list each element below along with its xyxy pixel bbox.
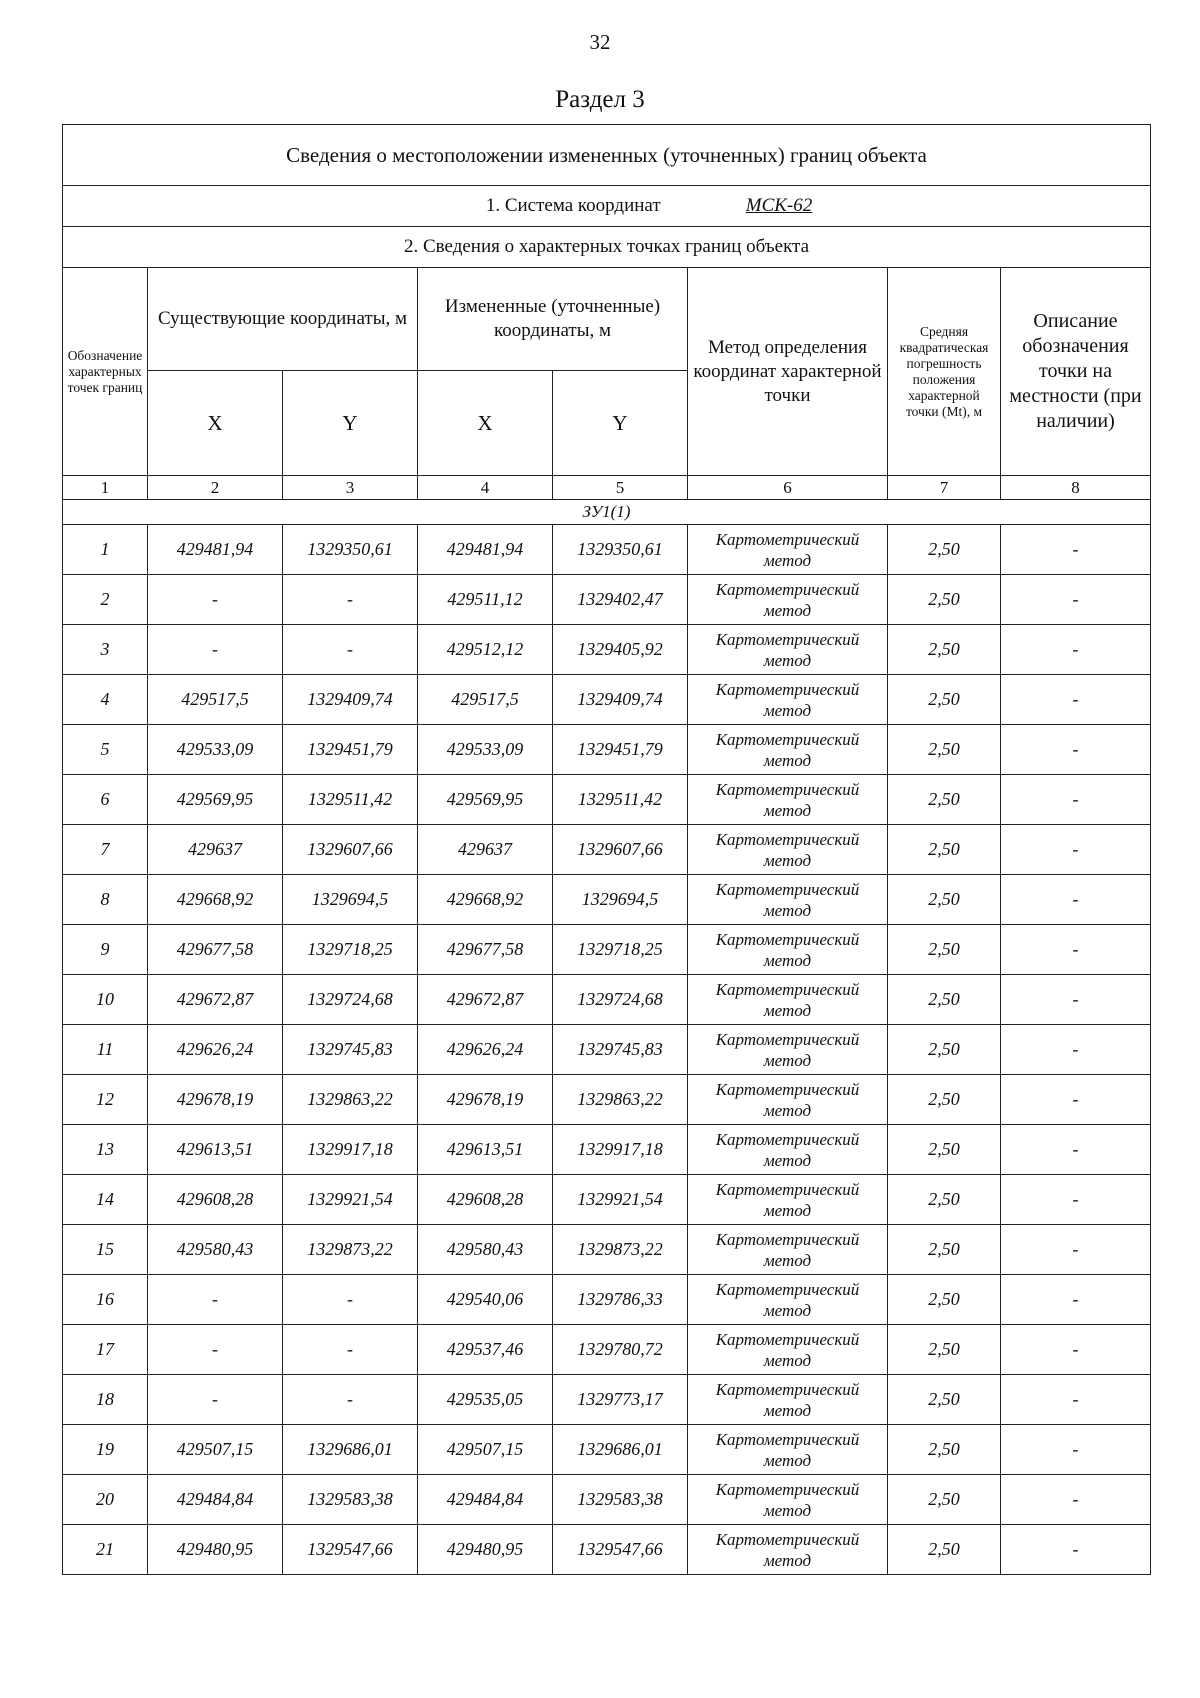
cell-existing-x: - [148,575,283,625]
points-info-label: 2. Сведения о характерных точках границ объекта [63,227,1151,268]
cell-rms-error: 2,50 [888,1075,1001,1125]
cell-changed-x: 429637 [418,825,553,875]
table-row [63,1025,1151,1075]
table-row [63,1325,1151,1375]
cell-changed-x: 429484,84 [418,1475,553,1525]
header-point-designation: Обозначение характерных точек границ [63,268,148,476]
coordinate-system-label: 1. Система координат [485,195,661,216]
cell-point-number: 5 [63,725,148,775]
cell-rms-error: 2,50 [888,925,1001,975]
cell-existing-x: 429626,24 [148,1025,283,1075]
cell-rms-error: 2,50 [888,675,1001,725]
cell-changed-y: 1329583,38 [553,1475,688,1525]
cell-changed-y: 1329745,83 [553,1025,688,1075]
cell-description: - [1001,825,1151,875]
header-description: Описание обозначения точки на местности (при наличии) [1001,268,1151,476]
cell-existing-y: - [283,1275,418,1325]
cell-existing-x: 429580,43 [148,1225,283,1275]
cell-method: Картометрический метод [688,525,888,575]
cell-existing-y: 1329409,74 [283,675,418,725]
cell-existing-y: - [283,1375,418,1425]
cell-method: Картометрический метод [688,625,888,675]
cell-existing-x: 429517,5 [148,675,283,725]
cell-method: Картометрический метод [688,925,888,975]
cell-existing-x: 429533,09 [148,725,283,775]
cell-changed-y: 1329511,42 [553,775,688,825]
cell-changed-x: 429672,87 [418,975,553,1025]
cell-existing-y: 1329350,61 [283,525,418,575]
cell-rms-error: 2,50 [888,1425,1001,1475]
cell-changed-y: 1329786,33 [553,1275,688,1325]
cell-point-number: 3 [63,625,148,675]
cell-changed-x: 429580,43 [418,1225,553,1275]
cell-method: Картометрический метод [688,1075,888,1125]
table-row [63,1475,1151,1525]
cell-changed-x: 429517,5 [418,675,553,725]
cell-changed-x: 429613,51 [418,1125,553,1175]
cell-existing-x: 429637 [148,825,283,875]
table-row [63,675,1151,725]
cell-rms-error: 2,50 [888,575,1001,625]
cell-description: - [1001,1425,1151,1475]
cell-changed-x: 429481,94 [418,525,553,575]
cell-existing-x: 429678,19 [148,1075,283,1125]
cell-changed-y: 1329694,5 [553,875,688,925]
cell-point-number: 7 [63,825,148,875]
cell-method: Картометрический метод [688,675,888,725]
column-number: 7 [888,476,1001,500]
cell-existing-x: 429484,84 [148,1475,283,1525]
cell-existing-x: 429677,58 [148,925,283,975]
cell-changed-y: 1329350,61 [553,525,688,575]
cell-changed-x: 429512,12 [418,625,553,675]
cell-method: Картометрический метод [688,1525,888,1575]
table-title: Сведения о местоположении измененных (уточненных) границ объекта [63,125,1151,186]
cell-changed-x: 429677,58 [418,925,553,975]
cell-changed-x: 429569,95 [418,775,553,825]
cell-point-number: 16 [63,1275,148,1325]
table-row [63,725,1151,775]
cell-point-number: 6 [63,775,148,825]
table-row [63,1525,1151,1575]
table-row [63,1375,1151,1425]
cell-changed-y: 1329780,72 [553,1325,688,1375]
cell-existing-y: 1329607,66 [283,825,418,875]
cell-method: Картометрический метод [688,1175,888,1225]
cell-point-number: 17 [63,1325,148,1375]
cell-description: - [1001,1175,1151,1225]
table-row [63,1275,1151,1325]
cell-existing-y: 1329547,66 [283,1525,418,1575]
table-row [63,975,1151,1025]
cell-changed-x: 429480,95 [418,1525,553,1575]
cell-existing-y: 1329451,79 [283,725,418,775]
cell-existing-x: 429613,51 [148,1125,283,1175]
cell-changed-y: 1329607,66 [553,825,688,875]
cell-rms-error: 2,50 [888,1325,1001,1375]
cell-method: Картометрический метод [688,575,888,625]
table-row [63,775,1151,825]
table-row [63,1125,1151,1175]
cell-point-number: 1 [63,525,148,575]
table-row [63,1075,1151,1125]
header-changed-x: X [418,371,553,476]
cell-point-number: 8 [63,875,148,925]
cell-rms-error: 2,50 [888,1375,1001,1425]
cell-existing-x: - [148,625,283,675]
table-row [63,575,1151,625]
cell-changed-y: 1329409,74 [553,675,688,725]
cell-point-number: 10 [63,975,148,1025]
cell-method: Картометрический метод [688,1375,888,1425]
cell-rms-error: 2,50 [888,875,1001,925]
cell-description: - [1001,1125,1151,1175]
cell-rms-error: 2,50 [888,1125,1001,1175]
cell-description: - [1001,1025,1151,1075]
cell-description: - [1001,1275,1151,1325]
cell-changed-y: 1329724,68 [553,975,688,1025]
cell-existing-y: 1329745,83 [283,1025,418,1075]
column-number: 4 [418,476,553,500]
cell-changed-x: 429507,15 [418,1425,553,1475]
cell-existing-x: 429672,87 [148,975,283,1025]
table-row [63,625,1151,675]
cell-description: - [1001,525,1151,575]
cell-rms-error: 2,50 [888,1225,1001,1275]
cell-method: Картометрический метод [688,1125,888,1175]
header-existing-y: Y [283,371,418,476]
cell-existing-x: - [148,1375,283,1425]
cell-rms-error: 2,50 [888,1475,1001,1525]
cell-changed-y: 1329405,92 [553,625,688,675]
cell-method: Картометрический метод [688,975,888,1025]
cell-rms-error: 2,50 [888,975,1001,1025]
cell-rms-error: 2,50 [888,625,1001,675]
cell-existing-y: 1329511,42 [283,775,418,825]
table-row [63,525,1151,575]
cell-point-number: 15 [63,1225,148,1275]
cell-rms-error: 2,50 [888,825,1001,875]
cell-changed-x: 429668,92 [418,875,553,925]
cell-existing-y: 1329873,22 [283,1225,418,1275]
cell-description: - [1001,575,1151,625]
cell-point-number: 2 [63,575,148,625]
header-existing-x: X [148,371,283,476]
cell-description: - [1001,625,1151,675]
cell-changed-x: 429626,24 [418,1025,553,1075]
column-number: 3 [283,476,418,500]
cell-point-number: 20 [63,1475,148,1525]
cell-changed-y: 1329921,54 [553,1175,688,1225]
cell-method: Картометрический метод [688,1325,888,1375]
cell-existing-x: 429668,92 [148,875,283,925]
cell-existing-y: 1329863,22 [283,1075,418,1125]
cell-description: - [1001,1525,1151,1575]
cell-changed-x: 429537,46 [418,1325,553,1375]
cell-point-number: 11 [63,1025,148,1075]
cell-changed-y: 1329873,22 [553,1225,688,1275]
column-number: 1 [63,476,148,500]
column-number: 2 [148,476,283,500]
subsection-label: ЗУ1(1) [63,500,1151,525]
column-numbers-row [63,476,1151,500]
coordinate-system-value: МСК-62 [745,195,813,216]
cell-changed-y: 1329917,18 [553,1125,688,1175]
cell-existing-y: 1329583,38 [283,1475,418,1525]
cell-existing-x: 429480,95 [148,1525,283,1575]
cell-description: - [1001,675,1151,725]
cell-method: Картометрический метод [688,875,888,925]
cell-changed-x: 429678,19 [418,1075,553,1125]
cell-rms-error: 2,50 [888,525,1001,575]
cell-method: Картометрический метод [688,1475,888,1525]
cell-rms-error: 2,50 [888,725,1001,775]
page-number: 32 [589,30,611,54]
cell-existing-y: 1329724,68 [283,975,418,1025]
cell-existing-y: 1329917,18 [283,1125,418,1175]
cell-changed-x: 429511,12 [418,575,553,625]
cell-existing-y: - [283,575,418,625]
table-row [63,1225,1151,1275]
cell-method: Картометрический метод [688,1275,888,1325]
column-number: 5 [553,476,688,500]
table-row [63,875,1151,925]
cell-changed-y: 1329451,79 [553,725,688,775]
header-rms-error: Средняя квадратическая погрешность положения характерной точки (Mt), м [888,268,1001,476]
column-number: 8 [1001,476,1151,500]
cell-existing-x: 429569,95 [148,775,283,825]
cell-existing-x: - [148,1325,283,1375]
cell-changed-y: 1329402,47 [553,575,688,625]
boundary-points-table [62,124,1151,1575]
cell-changed-y: 1329686,01 [553,1425,688,1475]
cell-description: - [1001,725,1151,775]
cell-changed-x: 429533,09 [418,725,553,775]
cell-existing-x: - [148,1275,283,1325]
cell-point-number: 14 [63,1175,148,1225]
cell-changed-x: 429540,06 [418,1275,553,1325]
header-method: Метод определения координат характерной точки [688,268,888,476]
cell-point-number: 4 [63,675,148,725]
cell-existing-y: - [283,1325,418,1375]
header-existing-coords: Существующие координаты, м [148,268,418,371]
table-row [63,825,1151,875]
cell-description: - [1001,925,1151,975]
coordinate-system-row [63,186,1151,227]
cell-description: - [1001,775,1151,825]
cell-existing-y: 1329718,25 [283,925,418,975]
cell-description: - [1001,1375,1151,1425]
cell-existing-y: 1329686,01 [283,1425,418,1475]
table-row [63,1175,1151,1225]
cell-rms-error: 2,50 [888,1175,1001,1225]
cell-method: Картометрический метод [688,775,888,825]
cell-point-number: 21 [63,1525,148,1575]
cell-description: - [1001,875,1151,925]
cell-method: Картометрический метод [688,1425,888,1475]
cell-description: - [1001,1325,1151,1375]
cell-changed-y: 1329718,25 [553,925,688,975]
cell-existing-y: - [283,625,418,675]
cell-rms-error: 2,50 [888,1025,1001,1075]
cell-changed-x: 429608,28 [418,1175,553,1225]
cell-description: - [1001,1225,1151,1275]
cell-description: - [1001,1075,1151,1125]
cell-existing-x: 429481,94 [148,525,283,575]
cell-point-number: 9 [63,925,148,975]
header-changed-coords: Измененные (уточненные) координаты, м [418,268,688,371]
cell-changed-y: 1329773,17 [553,1375,688,1425]
table-row [63,1425,1151,1475]
cell-existing-y: 1329921,54 [283,1175,418,1225]
cell-point-number: 19 [63,1425,148,1475]
cell-changed-x: 429535,05 [418,1375,553,1425]
column-number: 6 [688,476,888,500]
cell-method: Картометрический метод [688,1025,888,1075]
cell-existing-y: 1329694,5 [283,875,418,925]
cell-description: - [1001,1475,1151,1525]
cell-method: Картометрический метод [688,1225,888,1275]
cell-rms-error: 2,50 [888,1525,1001,1575]
cell-rms-error: 2,50 [888,775,1001,825]
cell-point-number: 18 [63,1375,148,1425]
section-title: Раздел 3 [555,86,645,113]
cell-method: Картометрический метод [688,825,888,875]
cell-description: - [1001,975,1151,1025]
cell-existing-x: 429507,15 [148,1425,283,1475]
cell-changed-y: 1329547,66 [553,1525,688,1575]
header-changed-y: Y [553,371,688,476]
cell-point-number: 12 [63,1075,148,1125]
table-row [63,925,1151,975]
cell-existing-x: 429608,28 [148,1175,283,1225]
cell-point-number: 13 [63,1125,148,1175]
cell-changed-y: 1329863,22 [553,1075,688,1125]
cell-method: Картометрический метод [688,725,888,775]
cell-rms-error: 2,50 [888,1275,1001,1325]
